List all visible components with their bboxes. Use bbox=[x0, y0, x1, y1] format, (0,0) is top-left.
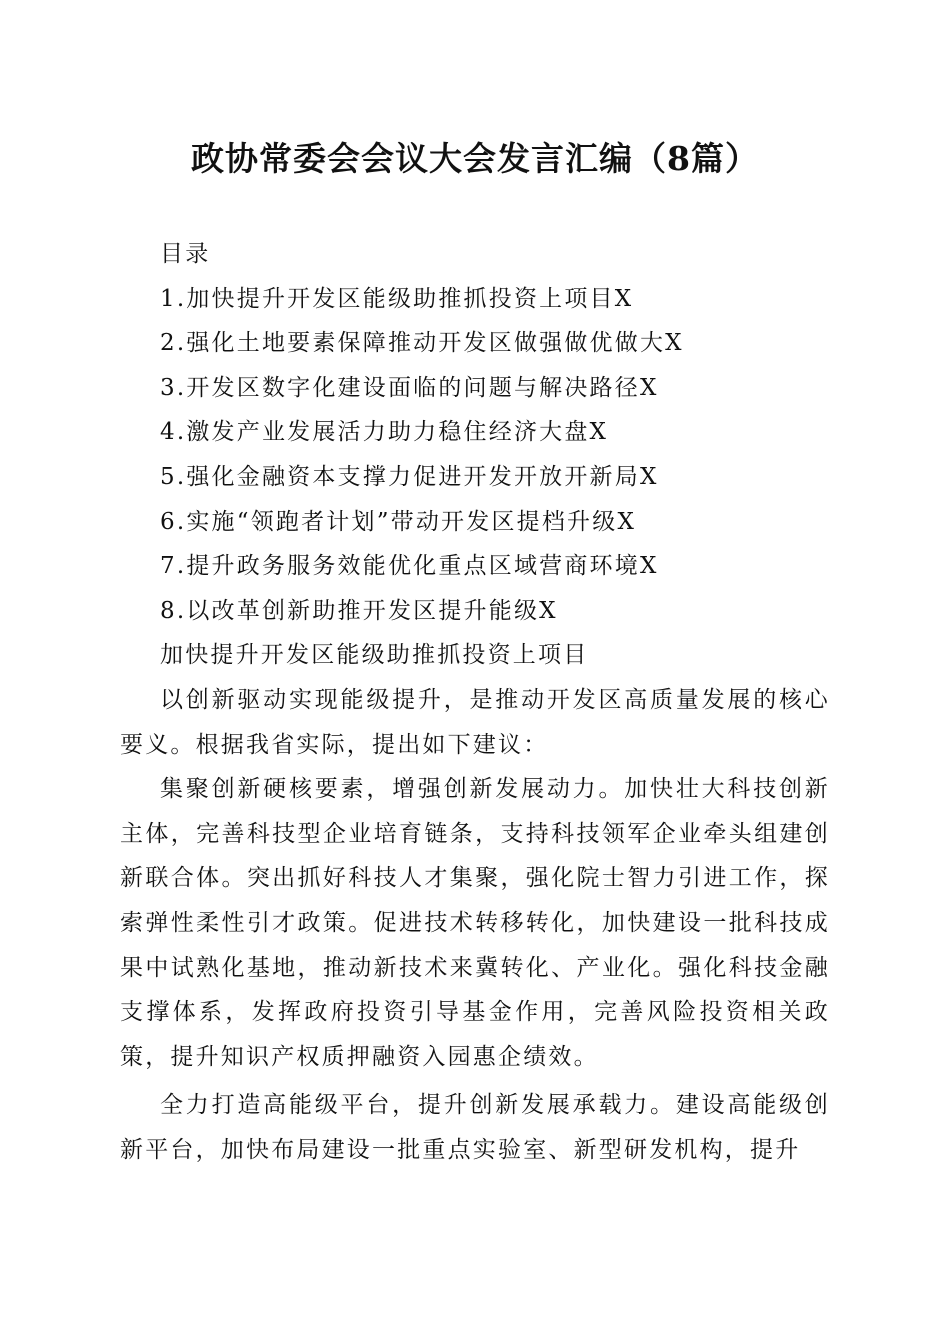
toc-item-2: 2.强化土地要素保障推动开发区做强做优做大X bbox=[160, 330, 684, 357]
document-body bbox=[120, 232, 830, 1172]
toc-item-3: 3.开发区数字化建设面临的问题与解决路径X bbox=[160, 374, 659, 401]
paragraph-intro: 以创新驱动实现能级提升，是推动开发区高质量发展的核心要义。根据我省实际，提出如下建议： bbox=[120, 686, 830, 758]
toc-item-5: 5.强化金融资本支撑力促进开发开放开新局X bbox=[160, 463, 659, 490]
toc-item-6: 6.实施“领跑者计划”带动开发区提档升级X bbox=[160, 508, 637, 535]
toc-heading: 目录 bbox=[160, 241, 211, 267]
document-title: 政协常委会会议大会发言汇编（8篇） bbox=[191, 139, 759, 178]
toc-item-4: 4.激发产业发展活力助力稳住经济大盘X bbox=[160, 419, 609, 446]
paragraph-innovation-elements: 集聚创新硬核要素，增强创新发展动力。加快壮大科技创新主体，完善科技型企业培育链条，支持科技领军企业牵头组建创新联合体。突出抓好科技人才集聚，强化院士智力引进工作，探索弹性柔性引才政策。促进技术转移转化，加快建设一批科技成果中试熟化基地，推动新技术来冀转化、产业化。强化科技金融支撑体系，发挥政府投资引导基金作用，完善风险投资相关政策，提升知识产权质押融资入园惠企绩效。 bbox=[120, 776, 830, 1070]
toc-item-1: 1.加快提升开发区能级助推抓投资上项目X bbox=[160, 285, 634, 312]
section-title: 加快提升开发区能级助推抓投资上项目 bbox=[160, 642, 589, 669]
toc-item-8: 8.以改革创新助推开发区提升能级X bbox=[160, 597, 558, 624]
toc-item-7: 7.提升政务服务效能优化重点区域营商环境X bbox=[160, 553, 659, 580]
paragraph-high-level-platform: 全力打造高能级平台，提升创新发展承载力。建设高能级创新平台，加快布局建设一批重点实验室、新型研发机构，提升 bbox=[120, 1092, 830, 1163]
